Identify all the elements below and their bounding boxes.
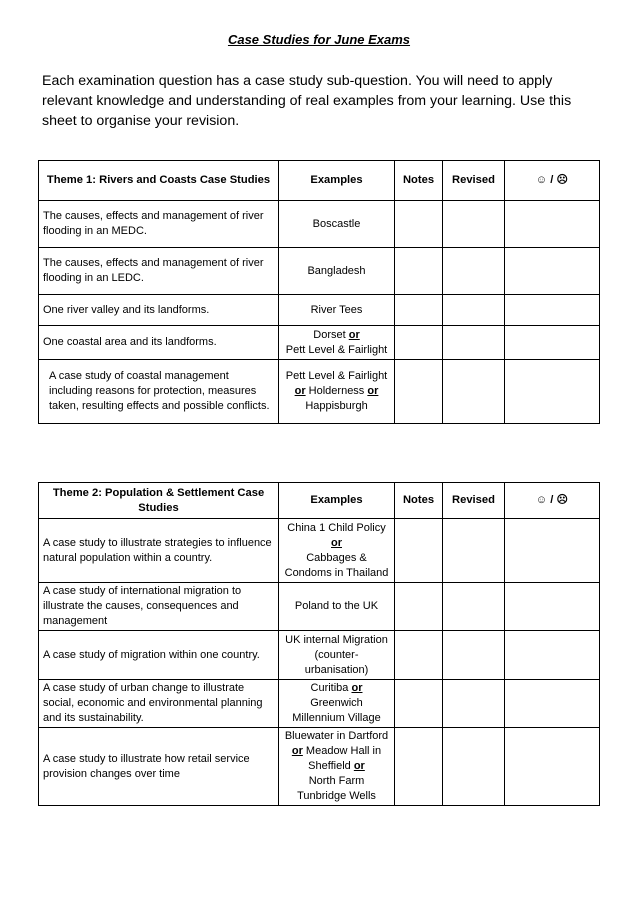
table-row [39,680,600,728]
table-row [39,631,600,680]
notes-cell[interactable] [395,631,443,680]
example-text: Greenwich Millennium Village [292,697,381,724]
revised-cell[interactable] [443,248,505,295]
example-text: Holderness [308,385,365,397]
smiley-frowny-header: ☺ / ☹ [505,161,600,201]
example-cell: UK internal Migration (counter-urbanisation) [279,631,395,680]
revised-cell[interactable] [443,326,505,360]
example-cell [279,728,395,806]
example-text: China 1 Child Policy [287,521,386,534]
notes-cell[interactable] [395,295,443,326]
topic-cell: A case study of migration within one country. [39,631,279,680]
topic-cell: A case study of coastal management including reasons for protection, measures taken, resulting effects and possible conflicts. [39,360,279,424]
or-connector: or [348,328,360,341]
face-cell[interactable] [505,519,600,583]
face-cell[interactable] [505,326,600,360]
notes-cell[interactable] [395,680,443,728]
revised-cell[interactable] [443,201,505,248]
example-cell: Bangladesh [279,248,395,295]
revised-cell[interactable] [443,519,505,583]
theme1-header-row [39,161,600,201]
example-cell [279,360,395,424]
face-cell[interactable] [505,201,600,248]
face-cell[interactable] [505,728,600,806]
examples-header: Examples [279,161,395,201]
example-cell [279,519,395,583]
theme2-table [38,482,600,806]
example-text: Pett Level & Fairlight [285,343,388,356]
theme1-heading: Theme 1: Rivers and Coasts Case Studies [39,161,279,201]
topic-cell: A case study to illustrate strategies to influence natural population within a country. [39,519,279,583]
topic-cell: A case study of urban change to illustrate social, economic and environmental planning and its sustainability. [39,680,279,728]
example-text: Happisburgh [305,400,368,412]
revised-header: Revised [443,483,505,519]
notes-cell[interactable] [395,326,443,360]
revised-header: Revised [443,161,505,201]
face-cell[interactable] [505,631,600,680]
table-row [39,248,600,295]
example-cell [279,680,395,728]
topic-cell: The causes, effects and management of river flooding in an LEDC. [39,248,279,295]
face-cell[interactable] [505,583,600,631]
notes-header: Notes [395,161,443,201]
theme1-table [38,160,600,424]
intro-paragraph: Each examination question has a case study sub-question. You will need to apply relevant knowledge and understanding of real examples from your learning. Use this sheet to organise your revision. [42,73,572,129]
revised-cell[interactable] [443,360,505,424]
topic-cell: The causes, effects and management of river flooding in an MEDC. [39,201,279,248]
notes-cell[interactable] [395,248,443,295]
smiley-frowny-header: ☺ / ☹ [505,483,600,519]
revised-cell[interactable] [443,728,505,806]
table-row [39,583,600,631]
face-cell[interactable] [505,248,600,295]
notes-cell[interactable] [395,360,443,424]
example-cell: Poland to the UK [279,583,395,631]
table-row [39,360,600,424]
or-connector: or [291,745,303,757]
notes-cell[interactable] [395,519,443,583]
notes-cell[interactable] [395,583,443,631]
or-connector: or [351,682,363,694]
example-text: North Farm Tunbridge Wells [297,775,376,802]
table-row [39,519,600,583]
theme2-header-row [39,483,600,519]
revised-cell[interactable] [443,680,505,728]
example-text: Curitiba [310,682,349,694]
example-text: Bluewater in Dartford [284,730,389,742]
revised-cell[interactable] [443,295,505,326]
table-row [39,201,600,248]
table-row [39,728,600,806]
or-connector: or [331,536,342,549]
example-text: Pett Level & Fairlight [285,370,388,382]
revised-cell[interactable] [443,583,505,631]
theme2-heading: Theme 2: Population & Settlement Case Studies [39,483,279,519]
notes-cell[interactable] [395,201,443,248]
example-cell: River Tees [279,295,395,326]
topic-cell: One river valley and its landforms. [39,295,279,326]
example-text: Dorset [313,328,346,341]
face-cell[interactable] [505,680,600,728]
topic-cell: One coastal area and its landforms. [39,326,279,360]
revised-cell[interactable] [443,631,505,680]
example-cell [279,326,395,360]
or-connector: or [353,760,365,772]
notes-cell[interactable] [395,728,443,806]
face-cell[interactable] [505,360,600,424]
examples-header: Examples [279,483,395,519]
or-connector: or [294,385,306,397]
notes-header: Notes [395,483,443,519]
or-connector: or [367,385,379,397]
face-cell[interactable] [505,295,600,326]
example-text: Meadow Hall in Sheffield [305,745,382,772]
topic-cell: A case study to illustrate how retail service provision changes over time [39,728,279,806]
example-text: Cabbages & Condoms in Thailand [284,551,389,579]
topic-cell: A case study of international migration to illustrate the causes, consequences and management [39,583,279,631]
page-title: Case Studies for June Exams [227,32,411,47]
table-row [39,295,600,326]
table-row [39,326,600,360]
example-cell: Boscastle [279,201,395,248]
